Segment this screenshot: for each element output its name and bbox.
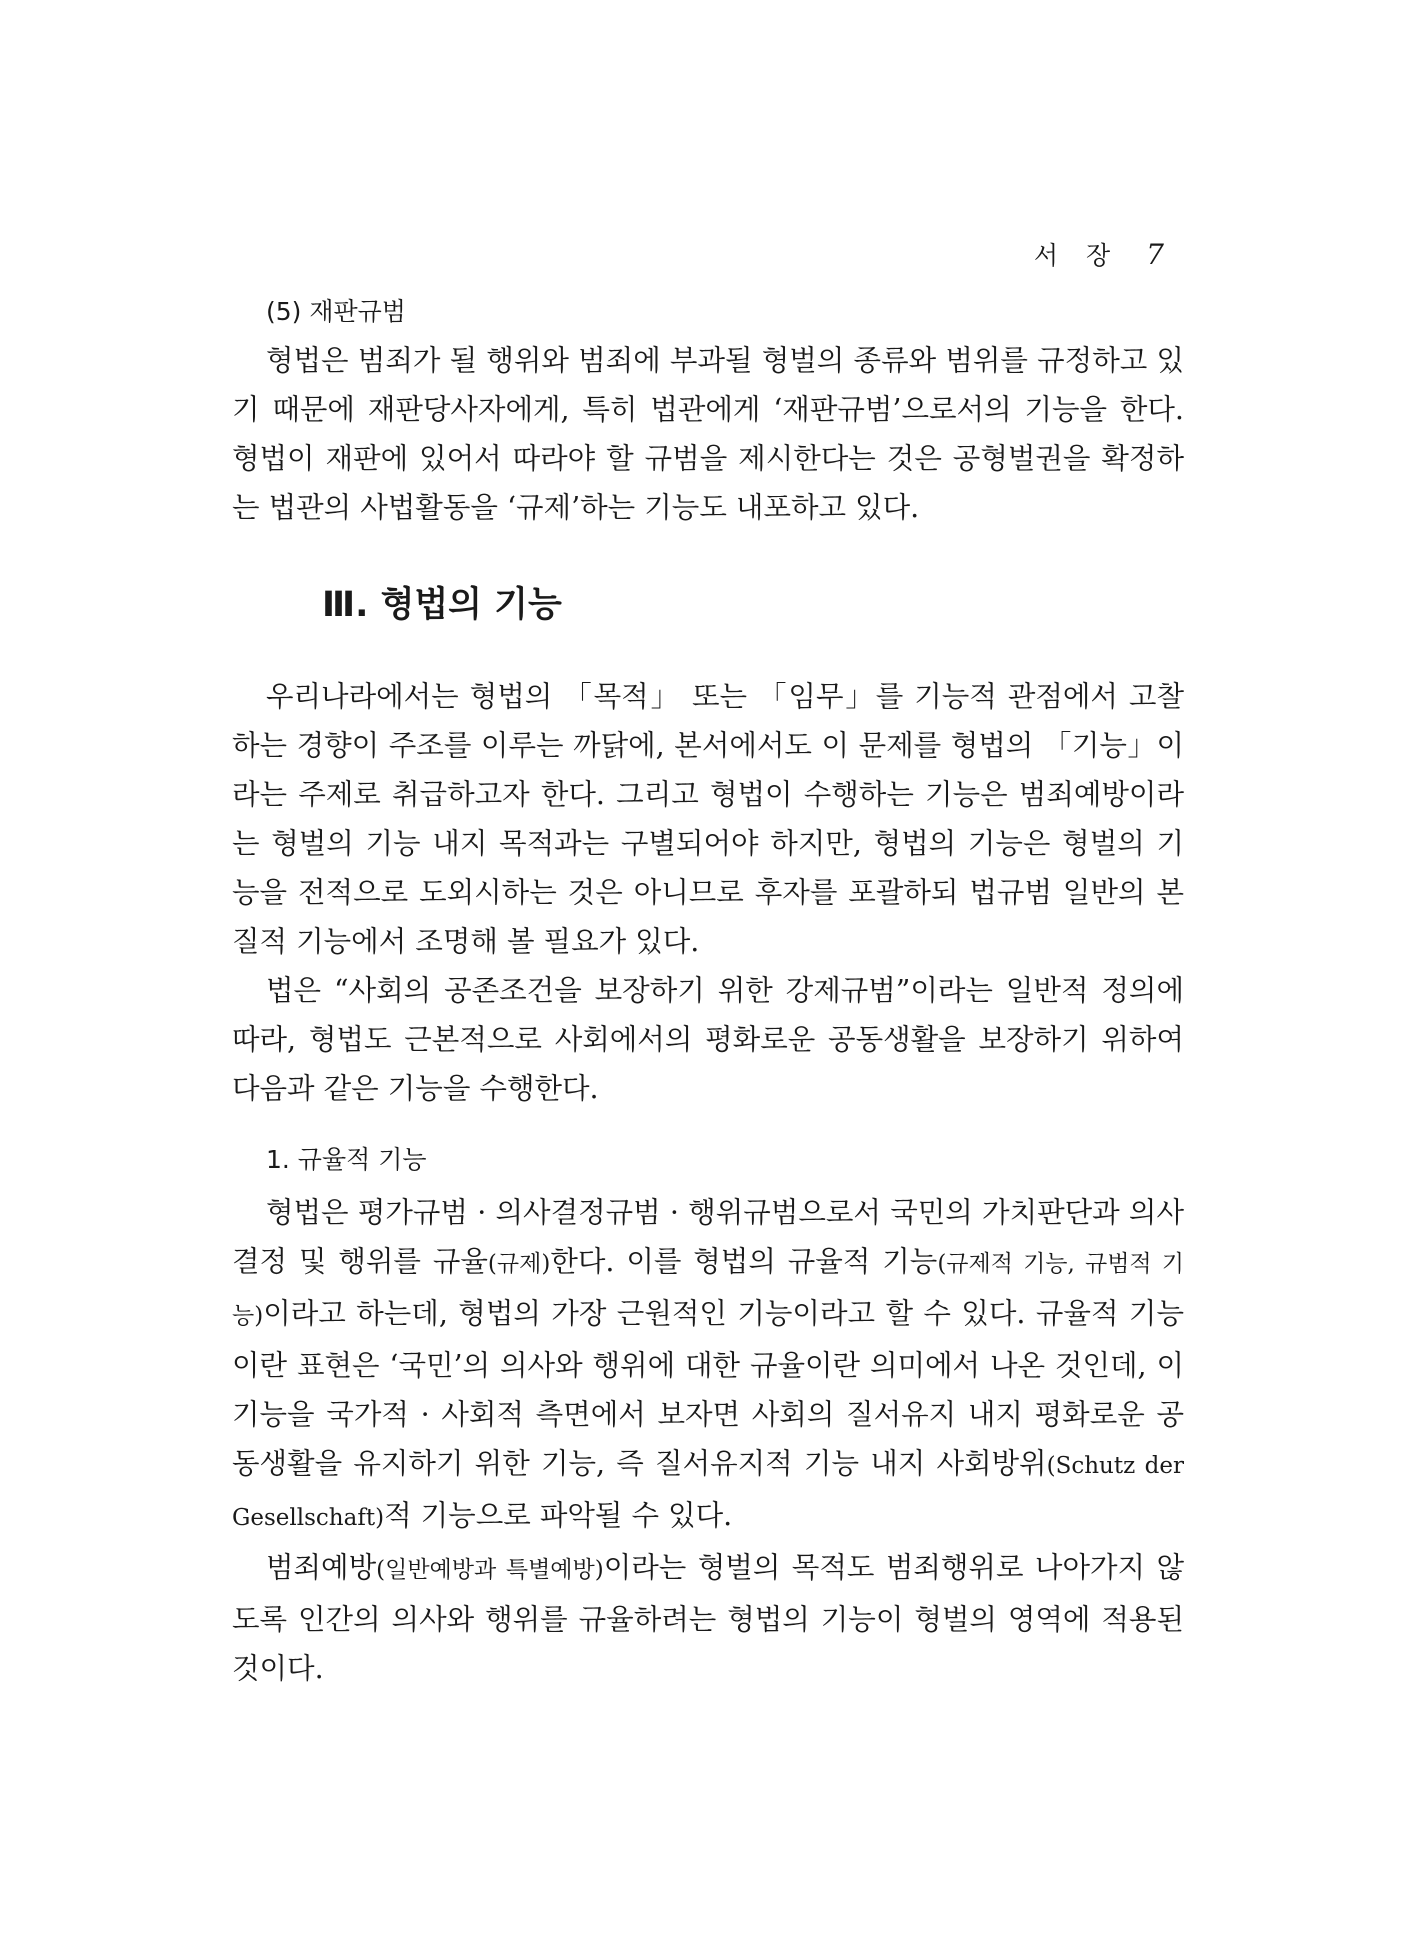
chapter-3-heading: Ⅲ. 형법의 기능 [322, 585, 562, 625]
section-1-paragraph-1 [232, 1188, 1184, 1543]
chapter-3-body [232, 672, 1184, 1113]
section-1-paragraph-2 [232, 1543, 1184, 1693]
section-5-title: (5) 재판규범 [266, 297, 406, 326]
section-5-paragraph: 형법은 범죄가 될 행위와 범죄에 부과될 형벌의 종류와 범위를 규정하고 있기 때문에 재판당사자에게, 특히 법관에게 ‘재판규범’으로서의 기능을 한다. 형법이 재판에 있어서 따라야 할 규범을 제시한다는 것은 공형벌권을 확정하는 법관의 사법활동을 ‘규제’하는 기능도 내포하고 있다. [232, 344, 1184, 524]
page-number: 7 [1146, 238, 1164, 271]
text-run: 적 기능으로 파악될 수 있다. [384, 1499, 733, 1532]
text-run: 이라는 형벌의 목적도 범죄행위로 나아가지 않도록 인간의 의사와 행위를 규율하려는 형법의 기능이 형벌의 영역에 적용된 것이다. [232, 1551, 1184, 1685]
chapter-3-paragraph-1: 우리나라에서는 형법의 「목적」 또는 「임무」를 기능적 관점에서 고찰하는 경향이 주조를 이루는 까닭에, 본서에서도 이 문제를 형법의 「기능」이라는 주제로 취급하고자 한다. 그리고 형법이 수행하는 기능은 범죄예방이라는 형벌의 기능 내지 목적과는 구별되어야 하지만, 형법의 기능은 형벌의 기능을 전적으로 도외시하는 것은 아니므로 후자를 포괄하되 법규범 일반의 본질적 기능에서 조명해 볼 필요가 있다. [232, 680, 1184, 958]
section-5-block [232, 292, 1184, 328]
text-run: 범죄예방 [266, 1551, 377, 1584]
text-run-small: (Schutz der Gesellschaft) [232, 1453, 1184, 1531]
text-run-small: (일반예방과 특별예방) [376, 1557, 604, 1583]
section-1-body [232, 1188, 1184, 1693]
text-run: 형법은 평가규범 · 의사결정규범 · 행위규범으로서 국민의 가치판단과 의사결정 및 행위를 규율 [232, 1196, 1184, 1278]
section-5-body [232, 336, 1184, 532]
text-run: 이라고 하는데, 형법의 가장 근원적인 기능이라고 할 수 있다. 규율적 기능이란 표현은 ‘국민’의 의사와 행위에 대한 규율이란 의미에서 나온 것인데, 이 기능을 국가적 · 사회적 측면에서 보자면 사회의 질서유지 내지 평화로운 공동생활을 유지하기 위한 기능, 즉 질서유지적 기능 내지 사회방위 [232, 1297, 1184, 1480]
chapter-label: 서장 [1033, 241, 1139, 270]
text-run: 한다. 이를 형법의 규율적 기능 [550, 1245, 938, 1278]
section-1-title: 1. 규율적 기능 [266, 1145, 427, 1174]
text-run-small: (규제적 기능, 규범적 기능) [232, 1251, 1184, 1329]
text-run-small: (규제) [487, 1251, 551, 1277]
section-1-block [232, 1140, 1184, 1176]
running-head [1034, 236, 1164, 272]
chapter-3-paragraph-2: 법은 “사회의 공존조건을 보장하기 위한 강제규범”이라는 일반적 정의에 따라, 형법도 근본적으로 사회에서의 평화로운 공동생활을 보장하기 위하여 다음과 같은 기능을 수행한다. [232, 974, 1184, 1105]
